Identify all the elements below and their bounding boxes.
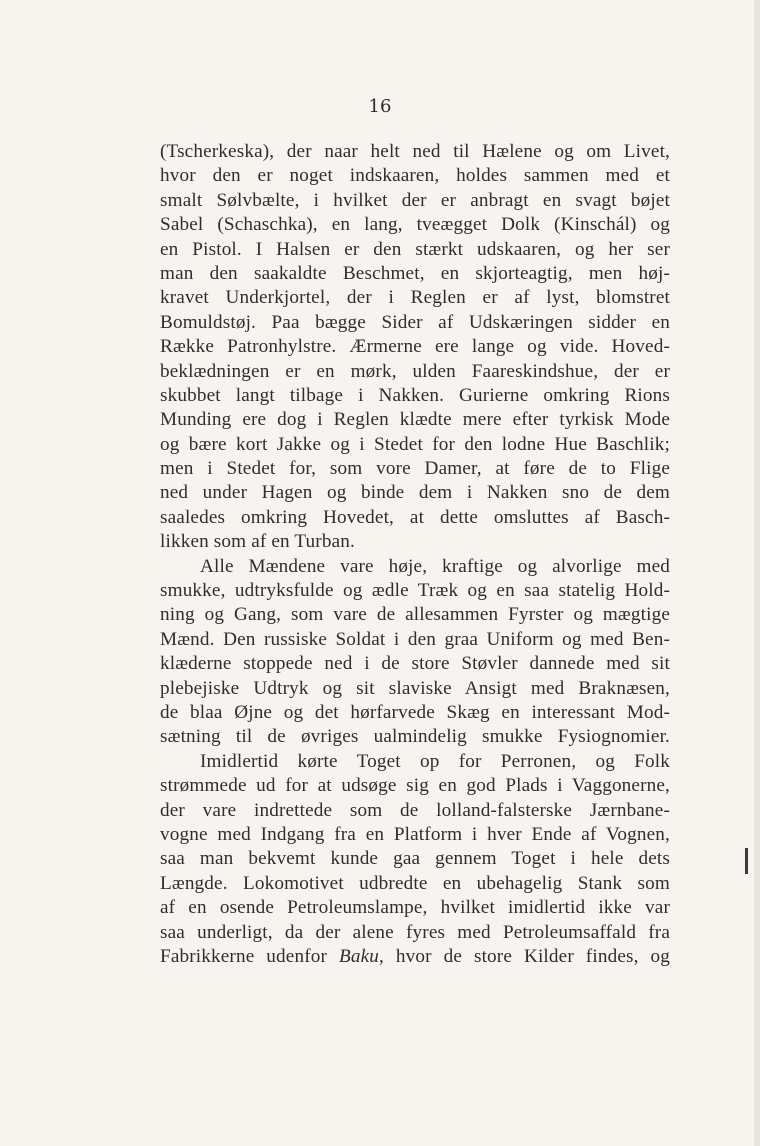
page-number: 16 — [368, 96, 392, 117]
body-text — [160, 140, 670, 969]
text-line: der vare indrettede som de lolland-falsterske Jærnbane- — [160, 799, 670, 821]
text-line: Mænd. Den russiske Soldat i den graa Uniform og med Ben- — [160, 628, 670, 650]
italic-place-name: Baku — [338, 945, 379, 967]
text-line: og bære kort Jakke og i Stedet for den lodne Hue Baschlik; — [160, 433, 670, 455]
text-segment: , hvor de store Kilder findes, og — [379, 945, 670, 967]
text-line: kravet Underkjortel, der i Reglen er af lyst, blomstret — [160, 287, 670, 309]
text-line: Bomuldstøj. Paa bægge Sider af Udskæringen sidder en — [160, 311, 670, 333]
text-line: vogne med Indgang fra en Platform i hver Ende af Vognen, — [160, 823, 670, 845]
text-line: Række Patronhylstre. Ærmerne ere lange og vide. Hoved- — [160, 336, 670, 358]
text-line: strømmede ud for at udsøge sig en god Plads i Vaggonerne, — [160, 775, 670, 797]
text-line: (Tscherkeska), der naar helt ned til Hælene og om Livet, — [160, 141, 670, 162]
text-line: plebejiske Udtryk og sit slaviske Ansigt med Braknæsen, — [160, 677, 670, 699]
text-line: de blaa Øjne og det hørfarvede Skæg en interessant Mod- — [160, 701, 670, 723]
text-line: saaledes omkring Hovedet, at dette omsluttes af Basch- — [160, 506, 670, 528]
text-line: beklædningen er en mørk, ulden Faareskindshue, der er — [160, 360, 670, 382]
page-edge-mark — [745, 848, 748, 874]
text-line: Alle Mændene vare høje, kraftige og alvorlige med — [200, 555, 670, 577]
text-line: sætning til de øvriges ualmindelig smukke Fysiognomier. — [160, 726, 670, 748]
text-line: smalt Sølvbælte, i hvilket der er anbragt en svagt bøjet — [160, 189, 670, 211]
text-line: Imidlertid kørte Toget op for Perronen, og Folk — [200, 750, 670, 772]
text-line: men i Stedet for, som vore Damer, at føre de to Flige — [160, 458, 670, 480]
text-line: af en osende Petroleumslampe, hvilket imidlertid ikke var — [160, 897, 670, 919]
text-line: en Pistol. I Halsen er den stærkt udskaaren, og her ser — [160, 238, 670, 260]
text-line: Munding ere dog i Reglen klædte mere efter tyrkisk Mode — [160, 409, 670, 431]
text-line: hvor den er noget indskaaren, holdes sammen med et — [160, 165, 670, 187]
text-line: likken som af en Turban. — [160, 531, 355, 553]
text-line: klæderne stoppede ned i de store Støvler dannede med sit — [160, 653, 670, 675]
text-line: ned under Hagen og binde dem i Nakken sno de dem — [160, 482, 670, 504]
text-line: ning og Gang, som vare de allesammen Fyrster og mægtige — [160, 604, 670, 626]
text-segment: Fabrikkerne udenfor — [160, 945, 339, 967]
text-line: man den saakaldte Beschmet, en skjorteagtig, men høj- — [160, 262, 670, 284]
text-line-with-italic — [160, 945, 670, 969]
text-line: Længde. Lokomotivet udbredte en ubehagelig Stank som — [160, 872, 670, 894]
text-line: Sabel (Schaschka), en lang, tveægget Dolk (Kinschál) og — [160, 214, 670, 236]
text-line: saa man bekvemt kunde gaa gennem Toget i hele dets — [160, 848, 670, 870]
text-line: smukke, udtryksfulde og ædle Træk og en saa statelig Hold- — [160, 580, 670, 602]
text-line: skubbet langt tilbage i Nakken. Gurierne omkring Rions — [160, 384, 670, 406]
text-line: saa underligt, da der alene fyres med Petroleumsaffald fra — [160, 921, 670, 943]
